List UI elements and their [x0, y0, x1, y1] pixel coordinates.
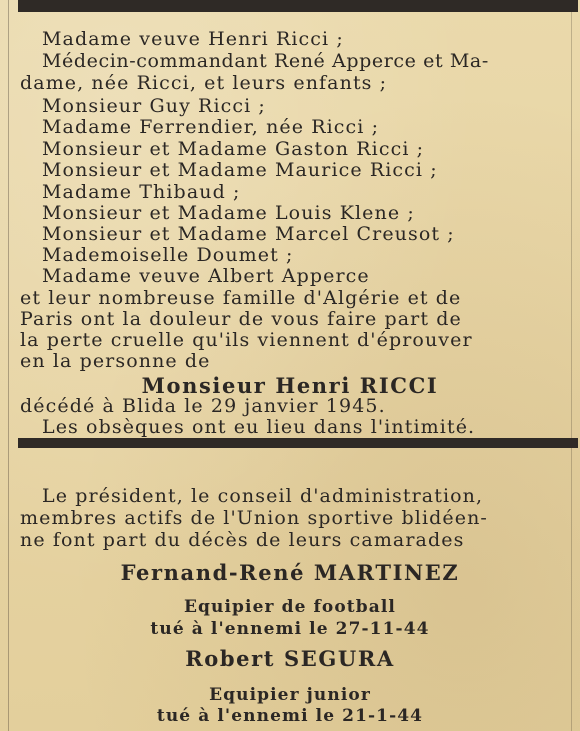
notice-line: Madame veuve Albert Apperce	[42, 265, 370, 287]
notice-line: Madame Thibaud ;	[42, 181, 241, 203]
notice-line: Monsieur Guy Ricci ;	[42, 95, 266, 117]
notice2-intro-line: Le président, le conseil d'administration,	[42, 485, 484, 507]
notice-line: Paris ont la douleur de vous faire part de	[20, 308, 462, 330]
death-date-line: décédé à Blida le 29 janvier 1945.	[20, 395, 386, 417]
notice-line-text: Médecin-commandant René Apperce et Ma-	[42, 50, 489, 72]
notice-line: la perte cruelle qu'ils viennent d'éprouver	[20, 329, 473, 351]
notice-line: Madame veuve Henri Ricci ;	[42, 28, 344, 50]
person1-role: Equipier de football	[184, 597, 396, 617]
notice-line	[42, 50, 560, 72]
notice-line: Madame Ferrendier, née Ricci ;	[42, 116, 380, 138]
person1-name: Fernand-René MARTINEZ	[120, 560, 460, 585]
notice-line: Monsieur et Madame Marcel Creusot ;	[42, 223, 455, 245]
notice-line: Monsieur et Madame Maurice Ricci ;	[42, 159, 438, 181]
notice-line: dame, née Ricci, et leurs enfants ;	[20, 72, 388, 94]
deceased-name: Monsieur Henri RICCI	[141, 373, 439, 398]
column-rule-left	[8, 0, 9, 731]
notice-line: en la personne de	[20, 350, 211, 372]
separator-rule-middle	[18, 438, 578, 448]
person1-death: tué à l'ennemi le 27-11-44	[150, 619, 430, 639]
separator-rule-top	[18, 0, 578, 12]
notice2-intro-line: ne font part du décès de leurs camarades	[20, 529, 465, 551]
notice-line: Mademoiselle Doumet ;	[42, 244, 294, 266]
notice-line: et leur nombreuse famille d'Algérie et de	[20, 287, 462, 309]
person2-role: Equipier junior	[209, 685, 371, 705]
notice-line: Monsieur et Madame Gaston Ricci ;	[42, 138, 425, 160]
column-rule-right	[571, 0, 572, 731]
notice-line: Monsieur et Madame Louis Klene ;	[42, 202, 415, 224]
person2-name: Robert SEGURA	[185, 646, 395, 671]
notice2-intro-line: membres actifs de l'Union sportive blidéen-	[20, 507, 488, 529]
funeral-line: Les obsèques ont eu lieu dans l'intimité.	[42, 416, 476, 438]
person2-death: tué à l'ennemi le 21-1-44	[156, 706, 424, 726]
